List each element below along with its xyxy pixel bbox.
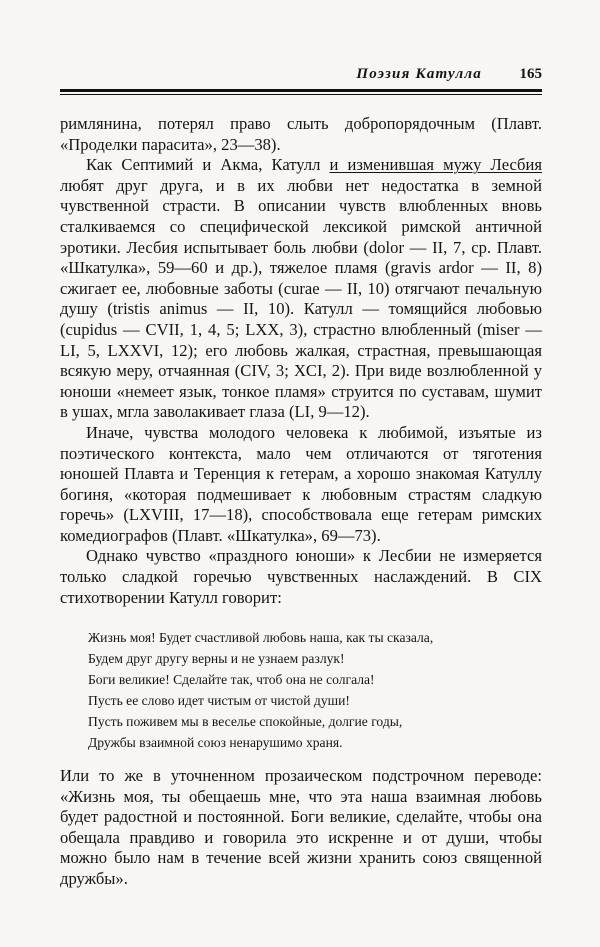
page-number: 165 xyxy=(519,66,542,82)
prose-translation xyxy=(60,766,542,890)
paragraph-2-start: Как Септимий и Акма, Катулл xyxy=(86,155,330,175)
poem-line: Дружбы взаимной союз ненарушимо храня. xyxy=(88,735,343,750)
paragraph-2-rest: любят друг друга, и в их любви нет недостатка в земной чувственной страсти. В описании чувств влюбленных вновь сталкиваемся со специфической лексикой римской античной эротики. Лесбия испытывает боль любви (dolor — II, 7, ср. Плавт. «Шкатулка», 59—60 и др.), тяжелое пламя (gravis ardor — II, 8) сжигает ее, любовные заботы (curae — II, 10) отягчают печальную душу (tristis animus — II, 10). Катулл — томящийся любовью (cupidus — CVII, 1, 4, 5; LXX, 3), страстно влюбленный (miser — LI, 5, LXXVI, 12); его любовь жалкая, страстная, превышающая всякую меру, отчаянная (CIV, 3; XCI, 2). При виде возлюбленной у юноши «немеет язык, тонкое пламя» струится по суставам, шумит в ушах, мгла заволакивает глаза (LI, 9—12). xyxy=(60,175,542,422)
header-rule-thick xyxy=(60,89,542,92)
poem-line: Пусть ее слово идет чистым от чистой души! xyxy=(88,693,350,708)
poem-line: Жизнь моя! Будет счастливой любовь наша, как ты сказала, xyxy=(88,630,434,645)
paragraph-3: Иначе, чувства молодого человека к любимой, изъятые из поэтического контекста, мало чем отличаются от тяготения юношей Плавта и Теренция к гетерам, а хорошо знакомая Катуллу богиня, «которая подмешивает к любовным страстям сладкую горечь» (LXVIII, 17—18), способствовала еще гетерам римских комедиографов (Плавт. «Шкатулка», 69—73). xyxy=(60,422,542,545)
page-header xyxy=(60,66,542,88)
poem-quote xyxy=(88,627,528,753)
paragraph-2 xyxy=(60,155,542,423)
closing-paragraph: Или то же в уточненном прозаическом подстрочном переводе: «Жизнь моя, ты обещаешь мне, что эта наша взаимная любовь будет радостной и постоянной. Боги великие, сделайте, чтобы она обещала правдиво и говорила это искренне и от души, чтобы можно было нам в течение всей жизни хранить союз священной дружбы». xyxy=(60,766,542,888)
header-rule-thin xyxy=(60,94,542,95)
paragraph-4: Однако чувство «праздного юноши» к Лесбии не измеряется только сладкой горечью чувственных наслаждений. В CIX стихотворении Катулл говорит: xyxy=(60,546,542,607)
underlined-phrase: и изменившая мужу Лесбия xyxy=(329,155,542,175)
body-text xyxy=(60,114,542,608)
poem-line: Пусть поживем мы в веселье спокойные, долгие годы, xyxy=(88,714,403,729)
running-title: Поэзия Катулла xyxy=(356,66,482,82)
paragraph-1: римлянина, потерял право слыть добропорядочным (Плавт. «Проделки парасита», 23—38). xyxy=(60,114,542,154)
poem-line: Будем друг другу верны и не узнаем разлук! xyxy=(88,651,345,666)
poem-line: Боги великие! Сделайте так, чтоб она не солгала! xyxy=(88,672,375,687)
